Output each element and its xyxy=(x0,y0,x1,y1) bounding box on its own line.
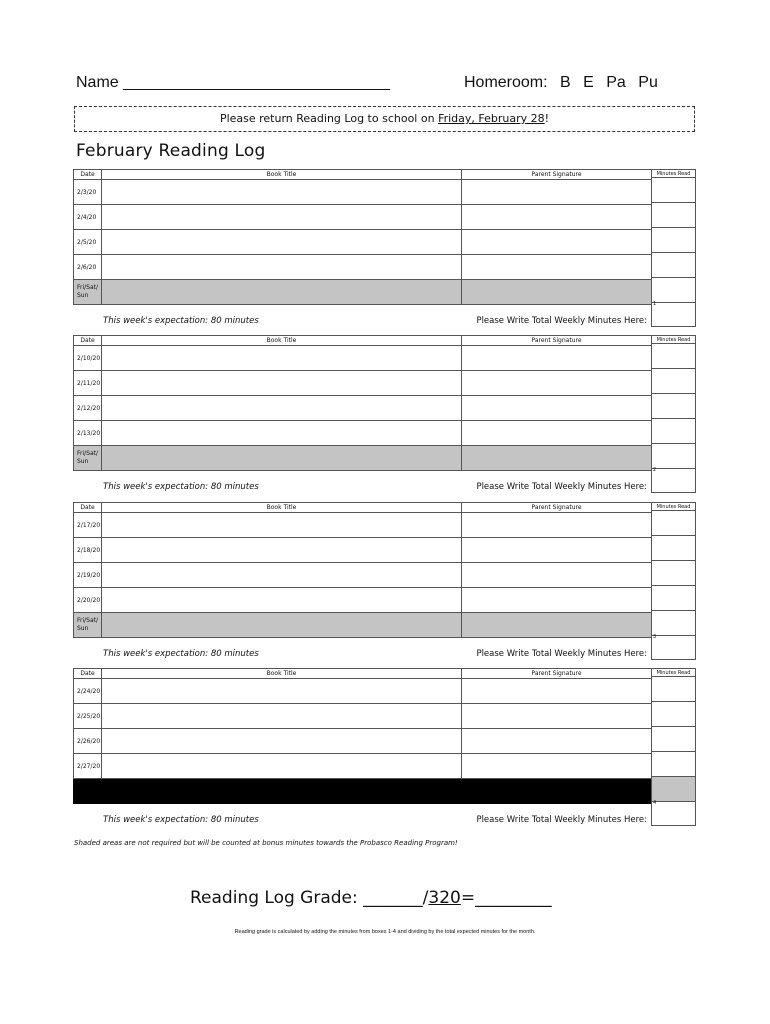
weekly-expectation: This week's expectation: 80 minutes xyxy=(103,482,259,492)
date-cell: 2/3/20 xyxy=(74,180,102,205)
weekend-minutes-cell[interactable] xyxy=(651,777,696,802)
minutes-header: Minutes Read xyxy=(651,502,696,511)
reading-log-table xyxy=(73,169,652,305)
parent-signature-cell[interactable] xyxy=(462,230,652,255)
book-title-cell[interactable] xyxy=(102,255,462,280)
notice-due-date: Friday, February 28 xyxy=(438,112,545,125)
date-header: Date xyxy=(74,503,102,513)
parent-signature-cell[interactable] xyxy=(462,205,652,230)
date-cell: 2/20/20 xyxy=(74,588,102,613)
week-footer xyxy=(103,314,651,328)
log-row xyxy=(74,346,652,371)
week-block xyxy=(73,335,696,492)
log-row xyxy=(74,563,652,588)
book-title-cell[interactable] xyxy=(102,371,462,396)
date-header: Date xyxy=(74,336,102,346)
date-cell: 2/18/20 xyxy=(74,538,102,563)
weekly-total-box[interactable] xyxy=(651,802,696,826)
book-title-cell[interactable] xyxy=(102,346,462,371)
date-cell: 2/10/20 xyxy=(74,346,102,371)
header-row xyxy=(74,170,652,180)
date-header: Date xyxy=(74,170,102,180)
minutes-cell[interactable] xyxy=(651,253,696,278)
weekly-total-box[interactable] xyxy=(651,303,696,327)
log-row xyxy=(74,729,652,754)
minutes-cell[interactable] xyxy=(651,419,696,444)
page-title: February Reading Log xyxy=(76,141,266,161)
write-total-instruction: Please Write Total Weekly Minutes Here: xyxy=(476,316,647,326)
weekend-row xyxy=(74,280,652,305)
parent-signature-cell[interactable] xyxy=(462,679,652,704)
minutes-cell[interactable] xyxy=(651,344,696,369)
name-field-label: Name ______________________________ xyxy=(76,74,391,91)
log-row xyxy=(74,679,652,704)
write-total-instruction: Please Write Total Weekly Minutes Here: xyxy=(476,815,647,825)
weekend-book-cell[interactable] xyxy=(102,280,462,305)
log-row xyxy=(74,205,652,230)
date-cell: 2/26/20 xyxy=(74,729,102,754)
grade-label: Reading Log Grade: _______/ xyxy=(190,888,429,908)
parent-signature-cell[interactable] xyxy=(462,754,652,779)
book-title-cell[interactable] xyxy=(102,729,462,754)
log-row xyxy=(74,396,652,421)
date-cell: 2/5/20 xyxy=(74,230,102,255)
header-row xyxy=(74,503,652,513)
minutes-column xyxy=(651,668,696,826)
header-row xyxy=(74,669,652,679)
minutes-cell[interactable] xyxy=(651,702,696,727)
minutes-header: Minutes Read xyxy=(651,668,696,677)
log-row xyxy=(74,513,652,538)
book-title-cell[interactable] xyxy=(102,563,462,588)
book-title-cell[interactable] xyxy=(102,180,462,205)
date-cell: 2/13/20 xyxy=(74,421,102,446)
week-footer xyxy=(103,647,651,661)
parent-signature-cell[interactable] xyxy=(462,513,652,538)
minutes-cell[interactable] xyxy=(651,394,696,419)
parent-signature-cell[interactable] xyxy=(462,371,652,396)
date-cell: 2/6/20 xyxy=(74,255,102,280)
minutes-column xyxy=(651,169,696,327)
parent-signature-cell[interactable] xyxy=(462,704,652,729)
box-number: 1 xyxy=(653,301,657,307)
minutes-cell[interactable] xyxy=(651,511,696,536)
week-block xyxy=(73,502,696,659)
book-title-cell[interactable] xyxy=(102,396,462,421)
reading-log-table xyxy=(73,668,652,804)
date-cell: 2/4/20 xyxy=(74,205,102,230)
reading-log-grade xyxy=(190,888,552,908)
log-row xyxy=(74,371,652,396)
parent-signature-cell[interactable] xyxy=(462,538,652,563)
date-cell: 2/17/20 xyxy=(74,513,102,538)
book-title-cell[interactable] xyxy=(102,513,462,538)
weekend-signature-cell[interactable] xyxy=(462,446,652,471)
book-title-header: Book Title xyxy=(102,503,462,513)
book-title-cell[interactable] xyxy=(102,538,462,563)
parent-signature-header: Parent Signature xyxy=(462,170,652,180)
minutes-cell[interactable] xyxy=(651,536,696,561)
weekend-date-cell: Fri/Sat/ Sun xyxy=(74,613,102,638)
header-row xyxy=(74,336,652,346)
notice-text: Please return Reading Log to school on xyxy=(219,112,439,125)
minutes-cell[interactable] xyxy=(651,178,696,203)
week-footer xyxy=(103,813,651,827)
box-number: 2 xyxy=(653,467,657,473)
weekend-book-cell[interactable] xyxy=(102,779,462,804)
log-row xyxy=(74,588,652,613)
book-title-header: Book Title xyxy=(102,336,462,346)
weekend-row xyxy=(74,779,652,804)
weekend-book-cell[interactable] xyxy=(102,446,462,471)
date-cell: 2/11/20 xyxy=(74,371,102,396)
weekend-date-cell: Fri/Sat/ Sun xyxy=(74,280,102,305)
date-cell: 2/19/20 xyxy=(74,563,102,588)
parent-signature-cell[interactable] xyxy=(462,563,652,588)
weekly-total-box[interactable] xyxy=(651,636,696,660)
date-header: Date xyxy=(74,669,102,679)
parent-signature-cell[interactable] xyxy=(462,396,652,421)
log-row xyxy=(74,538,652,563)
parent-signature-header: Parent Signature xyxy=(462,503,652,513)
weekend-book-cell[interactable] xyxy=(102,613,462,638)
box-number: 3 xyxy=(653,634,657,640)
minutes-cell[interactable] xyxy=(651,586,696,611)
log-row xyxy=(74,704,652,729)
minutes-column xyxy=(651,335,696,493)
week-footer xyxy=(103,480,651,494)
weekly-expectation: This week's expectation: 80 minutes xyxy=(103,316,259,326)
weekend-row xyxy=(74,446,652,471)
parent-signature-cell[interactable] xyxy=(462,346,652,371)
log-row xyxy=(74,421,652,446)
parent-signature-cell[interactable] xyxy=(462,588,652,613)
log-row xyxy=(74,754,652,779)
book-title-cell[interactable] xyxy=(102,679,462,704)
minutes-column xyxy=(651,502,696,660)
weekend-minutes-cell[interactable] xyxy=(651,444,696,469)
date-cell: 2/27/20 xyxy=(74,754,102,779)
book-title-cell[interactable] xyxy=(102,754,462,779)
date-cell: 2/24/20 xyxy=(74,679,102,704)
parent-signature-cell[interactable] xyxy=(462,729,652,754)
homeroom-label: Homeroom: B E Pa Pu xyxy=(464,74,658,91)
minutes-header: Minutes Read xyxy=(651,169,696,178)
book-title-cell[interactable] xyxy=(102,588,462,613)
minutes-cell[interactable] xyxy=(651,677,696,702)
minutes-cell[interactable] xyxy=(651,752,696,777)
date-cell: 2/25/20 xyxy=(74,704,102,729)
notice-end: ! xyxy=(544,112,550,125)
reading-log-table xyxy=(73,335,652,471)
weekend-date-cell: Fri/Sat/ Sun xyxy=(74,446,102,471)
parent-signature-header: Parent Signature xyxy=(462,669,652,679)
reading-log-table xyxy=(73,502,652,638)
log-row xyxy=(74,230,652,255)
parent-signature-cell[interactable] xyxy=(462,180,652,205)
book-title-header: Book Title xyxy=(102,170,462,180)
book-title-cell[interactable] xyxy=(102,704,462,729)
shaded-areas-note: Shaded areas are not required but will be counted at bonus minutes towards the Probasco Reading Program! xyxy=(74,839,458,847)
weekly-total-box[interactable] xyxy=(651,469,696,493)
parent-signature-cell[interactable] xyxy=(462,255,652,280)
minutes-header: Minutes Read xyxy=(651,335,696,344)
weekend-minutes-cell[interactable] xyxy=(651,611,696,636)
date-cell: 2/12/20 xyxy=(74,396,102,421)
weekly-expectation: This week's expectation: 80 minutes xyxy=(103,815,259,825)
minutes-cell[interactable] xyxy=(651,727,696,752)
box-number: 4 xyxy=(653,800,657,806)
grade-denominator: 320 xyxy=(428,888,461,908)
book-title-cell[interactable] xyxy=(102,230,462,255)
minutes-cell[interactable] xyxy=(651,228,696,253)
weekend-row xyxy=(74,613,652,638)
minutes-cell[interactable] xyxy=(651,369,696,394)
book-title-cell[interactable] xyxy=(102,205,462,230)
weekend-date-cell xyxy=(74,779,102,804)
minutes-cell[interactable] xyxy=(651,561,696,586)
grade-equals: =_________ xyxy=(460,888,552,908)
header xyxy=(76,74,696,98)
weekly-expectation: This week's expectation: 80 minutes xyxy=(103,649,259,659)
book-title-header: Book Title xyxy=(102,669,462,679)
parent-signature-cell[interactable] xyxy=(462,421,652,446)
return-notice xyxy=(74,106,695,132)
write-total-instruction: Please Write Total Weekly Minutes Here: xyxy=(476,482,647,492)
log-row xyxy=(74,255,652,280)
log-row xyxy=(74,180,652,205)
weekend-signature-cell[interactable] xyxy=(462,280,652,305)
weekend-minutes-cell[interactable] xyxy=(651,278,696,303)
grade-calculation-note: Reading grade is calculated by adding the minutes from boxes 1-4 and dividing by the total expected minutes for the month. xyxy=(234,929,536,935)
weekend-signature-cell[interactable] xyxy=(462,613,652,638)
minutes-cell[interactable] xyxy=(651,203,696,228)
week-block xyxy=(73,169,696,326)
week-block xyxy=(73,668,696,825)
weekend-signature-cell[interactable] xyxy=(462,779,652,804)
parent-signature-header: Parent Signature xyxy=(462,336,652,346)
write-total-instruction: Please Write Total Weekly Minutes Here: xyxy=(476,649,647,659)
book-title-cell[interactable] xyxy=(102,421,462,446)
